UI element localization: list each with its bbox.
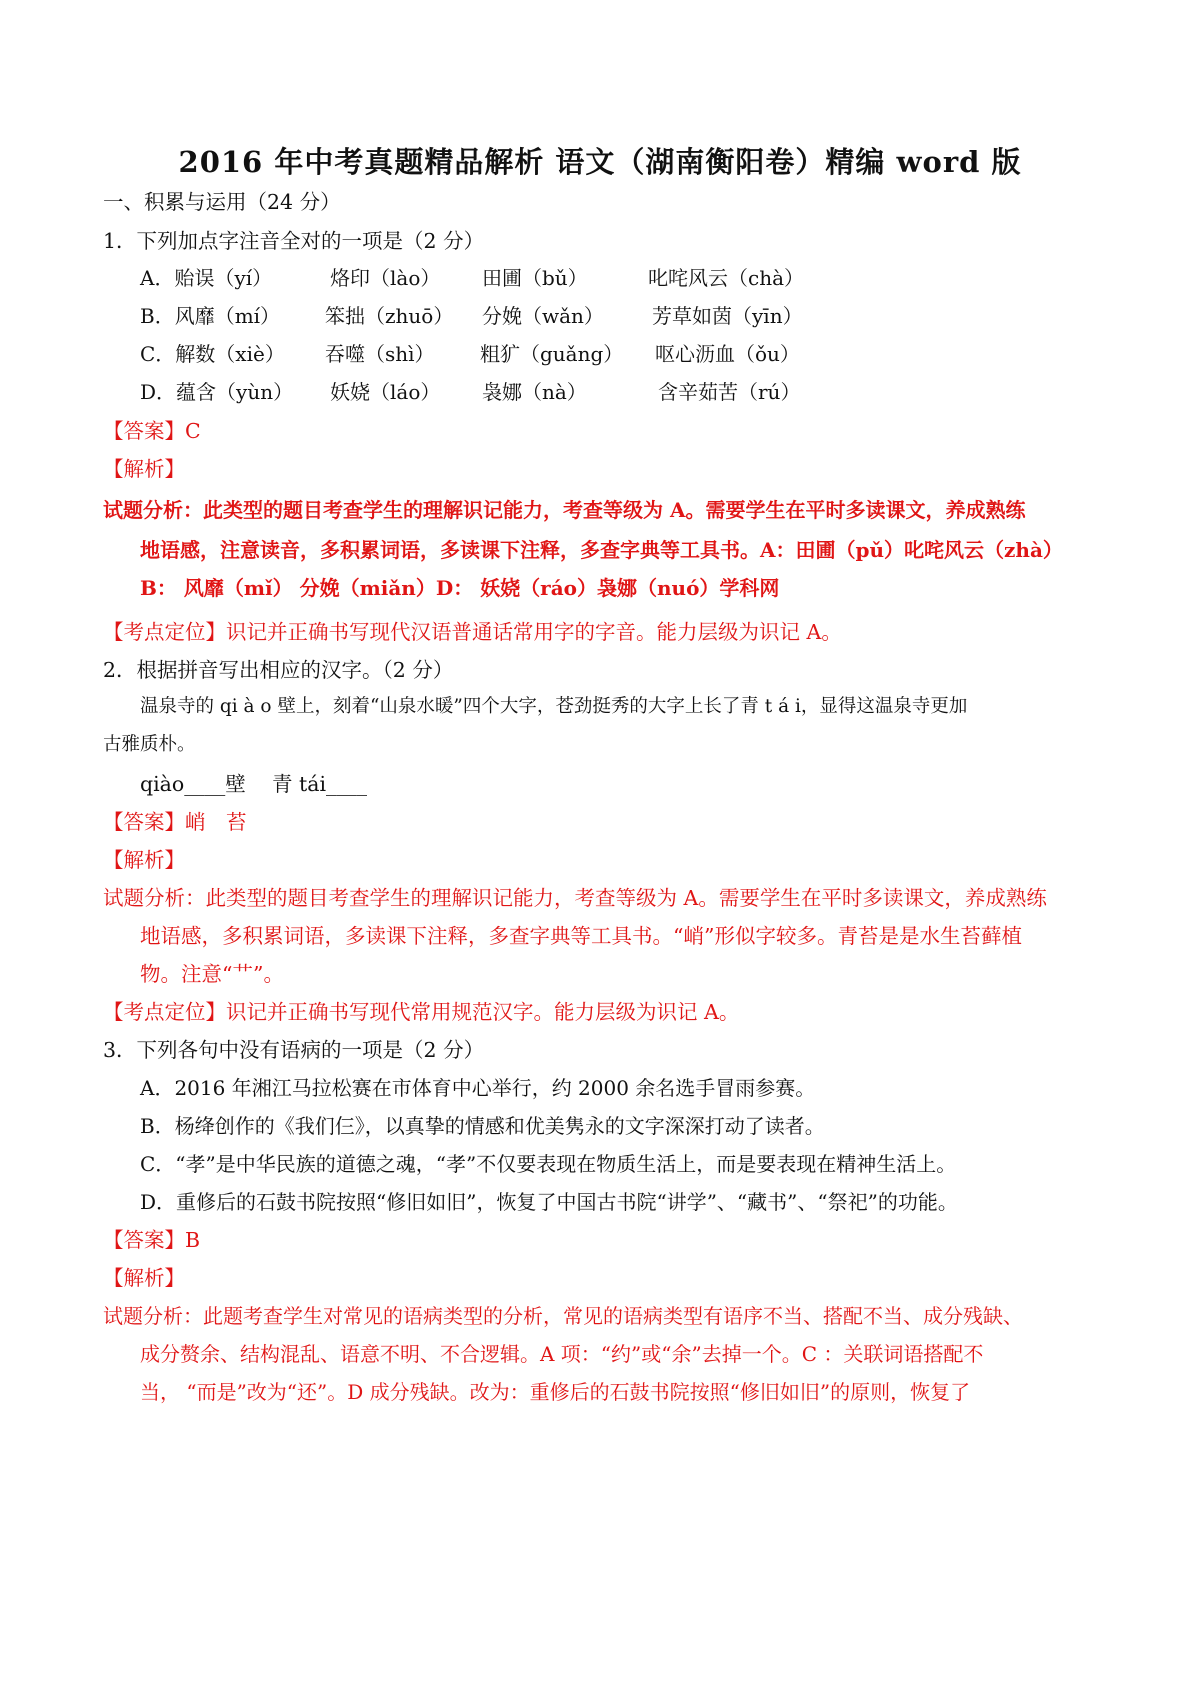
q1-option-d3: 袅娜（nà） (482, 380, 587, 404)
question-2-stem: 2．根据拼音写出相应的汉字。（2 分） (103, 658, 454, 682)
q1-option-c2: 吞噬（shì） (325, 342, 435, 366)
q3-analysis-label: 【解析】 (103, 1266, 185, 1290)
q1-option-d1: D．蕴含（yùn） (140, 380, 294, 404)
q1-point (103, 622, 842, 643)
q1-option-a4: 叱咤风云（chà） (648, 266, 805, 290)
q2-analysis-line-3: 物。注意“艹”。 (140, 962, 284, 986)
q3-option-a: A．2016 年湘江马拉松赛在市体育中心举行，约 2000 余名选手冒雨参赛。 (140, 1076, 816, 1100)
q1-analysis-label: 【解析】 (103, 457, 185, 481)
q1-analysis-line-2: 地语感，注意读音，多积累词语，多读课下注释，多查字典等工具书。A：田圃（pǔ）叱咤风云（zhà） (140, 538, 1063, 562)
q2-blank-1: qiào____壁 (140, 772, 246, 796)
q2-analysis-line-2: 地语感，多积累词语，多读课下注释，多查字典等工具书。“峭”形似字较多。青苔是是水生苔藓植 (140, 924, 1022, 948)
q2-answer: 【答案】峭 苔 (103, 810, 247, 834)
question-1-stem: 1．下列加点字注音全对的一项是（2 分） (103, 229, 485, 253)
q3-answer: 【答案】B (103, 1228, 201, 1252)
q2-analysis-line-1: 试题分析：此类型的题目考查学生的理解识记能力，考查等级为 A。需要学生在平时多读课文，养成熟练 (103, 886, 1047, 910)
q1-analysis-line-1: 试题分析：此类型的题目考查学生的理解识记能力，考查等级为 A。需要学生在平时多读课文，养成熟练 (103, 498, 1026, 522)
q1-answer: 【答案】C (103, 419, 201, 443)
q2-analysis-label: 【解析】 (103, 848, 185, 872)
q3-analysis-line-2: 成分赘余、结构混乱、语意不明、不合逻辑。A 项：“约”或“余”去掉一个。C ：关联词语搭配不 (140, 1342, 984, 1366)
q1-option-c3: 粗犷（guǎng） (480, 342, 624, 366)
q3-option-b: B．杨绛创作的《我们仨》，以真挚的情感和优美隽永的文字深深打动了读者。 (140, 1114, 825, 1138)
q1-option-b4: 芳草如茵（yīn） (652, 304, 803, 328)
q2-blank-2: 青 tái____ (272, 772, 368, 796)
q3-analysis-line-1: 试题分析：此题考查学生对常见的语病类型的分析，常见的语病类型有语序不当、搭配不当、成分残缺、 (103, 1304, 1023, 1328)
q1-option-b3: 分娩（wǎn） (482, 304, 604, 328)
q3-option-c: C．“孝”是中华民族的道德之魂，“孝”不仅要表现在物质生活上，而是要表现在精神生活上。 (140, 1152, 957, 1176)
q1-option-a1: A．贻误（yí） (140, 266, 273, 290)
q1-option-c1: C．解数（xiè） (140, 342, 285, 366)
q1-option-b1: B．风靡（mí） (140, 304, 281, 328)
q3-option-d: D．重修后的石鼓书院按照“修旧如旧”，恢复了中国古书院“讲学”、“藏书”、“祭祀”的功能。 (140, 1190, 958, 1214)
q3-analysis-line-3: 当， “而是”改为“还”。D 成分残缺。改为：重修后的石鼓书院按照“修旧如旧”的原则，恢复了 (140, 1380, 971, 1404)
q1-option-c4: 呕心沥血（ǒu） (655, 342, 800, 366)
q2-passage-line-2: 古雅质朴。 (103, 734, 196, 755)
q1-option-d2: 妖娆（láo） (330, 380, 441, 404)
section-heading: 一、积累与运用（24 分） (103, 190, 341, 214)
q1-point-text: 【考点定位】识记并正确书写现代汉语普通话常用字的字音。能力层级为识记 A。 (103, 620, 842, 644)
q2-point: 【考点定位】识记并正确书写现代常用规范汉字。能力层级为识记 A。 (103, 1000, 740, 1024)
q1-option-a3: 田圃（bǔ） (482, 266, 588, 290)
question-3-stem: 3．下列各句中没有语病的一项是（2 分） (103, 1038, 485, 1062)
q2-passage-line-1: 温泉寺的 qi à o 壁上，刻着“山泉水暖”四个大字，苍劲挺秀的大字上长了青 t á i，显得这温泉寺更加 (140, 696, 968, 717)
q1-analysis-line-3: B： 风靡（mǐ） 分娩（miǎn）D： 妖娆（ráo）袅娜（nuó）学科网 (140, 576, 780, 600)
q1-option-a2: 烙印（lào） (330, 266, 441, 290)
q1-option-b2: 笨拙（zhuō） (325, 304, 454, 328)
page-title: 2016 年中考真题精品解析 语文（湖南衡阳卷）精编 word 版 (178, 145, 1022, 179)
q1-option-d4: 含辛茹苦（rú） (658, 380, 801, 404)
